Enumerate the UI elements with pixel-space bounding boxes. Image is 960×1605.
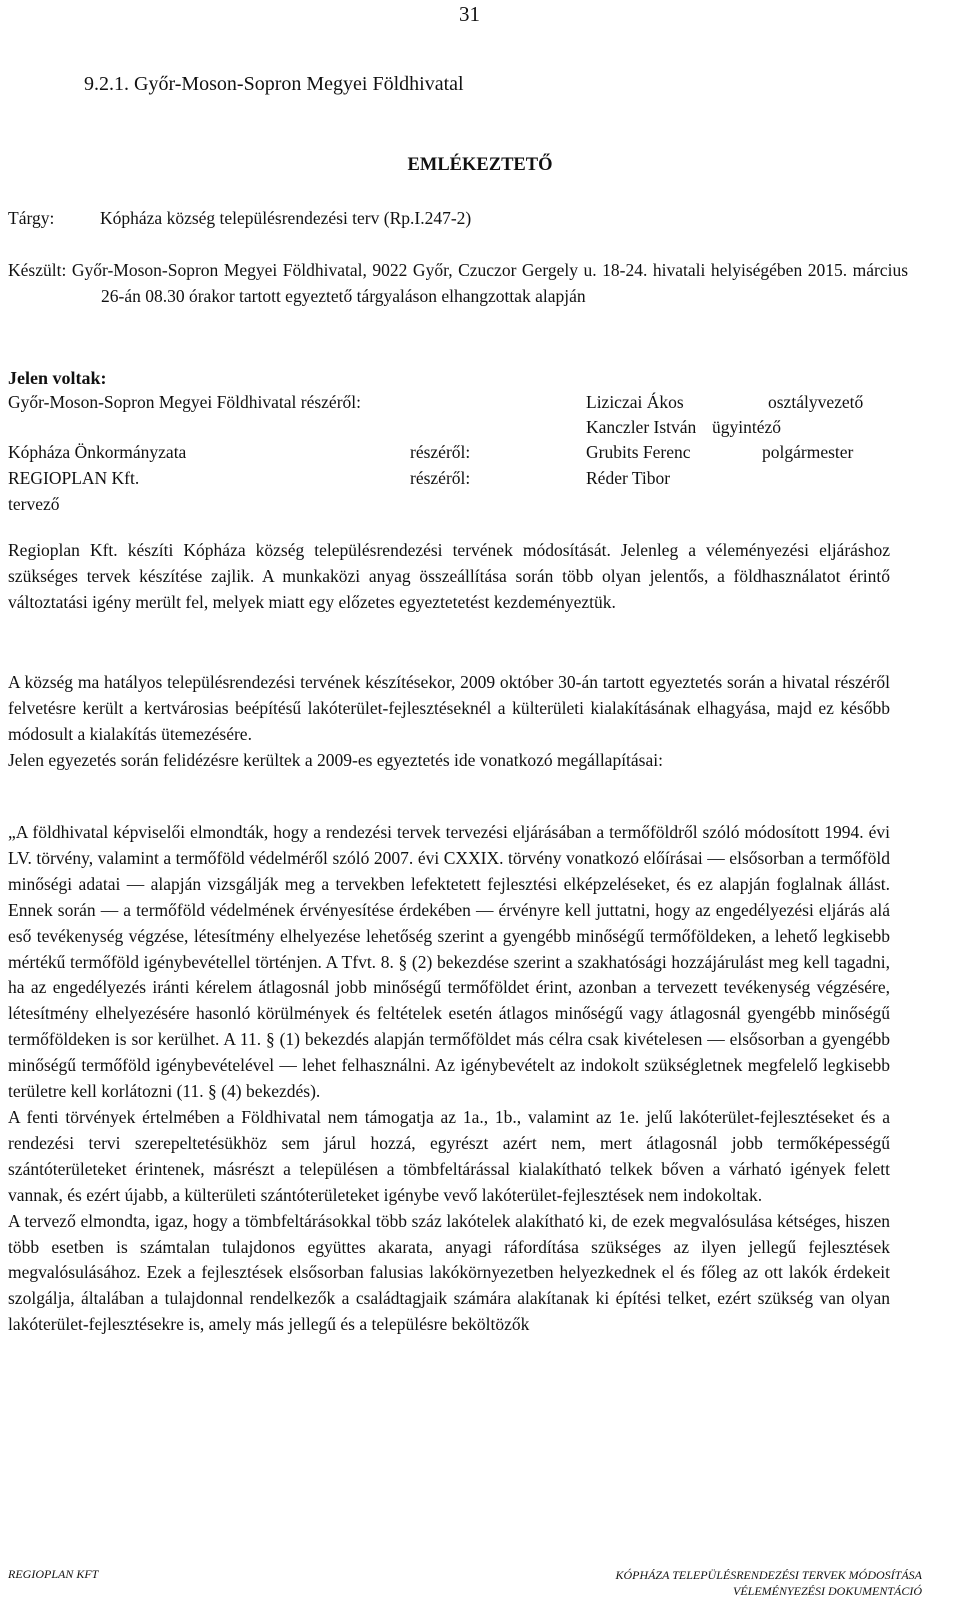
attendee-org: REGIOPLAN Kft.: [8, 468, 140, 488]
footer-right-line: VÉLEMÉNYEZÉSI DOKUMENTÁCIÓ: [733, 1584, 922, 1598]
paragraph: „A földhivatal képviselői elmondták, hogy a rendezési tervek tervezési eljárásában a termőföldről szóló módosított 1994. évi LV. törvény, valamint a termőföld védelméről szóló 2007. évi CXXIX. törvény vonatkozó előírásai — elsősorban a termőföld minőségi adatai — alapján vizsgálják meg a tervekben lefektetett fejlesztési elképzeléseket, és ez alapján foglalnak állást. Ennek során — a termőföld védelmének érvényesítése érdekében — érvényre kell juttatni, hogy az engedélyezési eljárás alá eső tevékenység végzése, létesítmény elhelyezése lehetőség szerint a gyengébb minőségű termőföldeken, a lehető legkisebb mértékű termőföld igénybevétellel történjen. A Tfvt. 8. § (2) bekezdése szerint a szakhatósági hozzájárulást meg kell tagadni, ha az engedélyezés iránti kérelem átlagosnál jobb minőségű termőföldet érint, azonban a tervezett tevékenység végzésére, létesítmény elhelyezésére hasonló körülmények és feltételek esetén átlagos minőségű vagy átlagosnál gyengébb minőségű termőföldeken is sor kerülhet. A 11. § (1) bekezdés alapján termőföldet más célra csak kivételesen — elsősorban a gyengébb minőségű termőföld igénybevételével — lehet felhasználni. Az igénybevételt az indokolt szükségletnek megfelelő legkisebb területre kell korlátozni (11. § (4) bekezdés).: [8, 822, 890, 1102]
attendee-name: Kanczler István: [586, 417, 697, 437]
attendee-role: polgármester: [762, 442, 854, 462]
paragraph-history: [8, 670, 890, 774]
made-label: Készült:: [8, 260, 67, 280]
attendee-name: Liziczai Ákos: [586, 392, 684, 412]
page-number: 31: [459, 2, 480, 26]
attendee-side: részéről:: [410, 442, 471, 462]
section-heading: 9.2.1. Győr-Moson-Sopron Megyei Földhivatal: [84, 73, 464, 95]
paragraph: A tervező elmondta, igaz, hogy a tömbfeltárásokkal több száz lakótelek alakítható ki, de ezek megvalósulása kétséges, hiszen több esetben is számtalan tulajdonos együttes akarata, anyagi ráfordítása szükséges az ilyen jellegű fejlesztések megvalósulásához. Ezek a fejlesztések elsősorban falusias lakókörnyezetben helyezkednek el és főleg az ott lakók érdekeit szolgálja, általában a tulajdonnal rendelkezők a családtagjaik számára alakítanak ki építési telket, ezért szükség van olyan lakóterület-fejlesztésekre is, amely más jellegű és a településre beköltözők: [8, 1210, 890, 1335]
footer-left: REGIOPLAN KFT: [8, 1567, 99, 1581]
attendee-name: Réder Tibor: [586, 468, 671, 488]
footer-right-line: KÓPHÁZA TELEPÜLÉSRENDEZÉSI TERVEK MÓDOSÍTÁSA: [615, 1568, 922, 1582]
made-by-block: [8, 258, 908, 309]
attendee-role: ügyintéző: [712, 417, 782, 437]
attendee-role: osztályvezető: [768, 392, 864, 412]
footer-right: [615, 1567, 922, 1599]
paragraph-quote: [8, 820, 890, 1338]
paragraph: Jelen egyezetés során felidézésre kerültek a 2009-es egyeztetés ide vonatkozó megállapításai:: [8, 749, 663, 770]
made-text: Győr-Moson-Sopron Megyei Földhivatal, 9022 Győr, Czuczor Gergely u. 18-24. hivatali helyiségében 2015. március 26-án 08.30 órakor tartott egyeztető tárgyaláson elhangzottak alapján: [71, 260, 908, 306]
attendee-side: részéről:: [410, 468, 471, 488]
present-heading: Jelen voltak:: [8, 368, 107, 388]
attendee-org: Győr-Moson-Sopron Megyei Földhivatal részéről:: [8, 392, 361, 412]
attendee-role: tervező: [8, 494, 60, 514]
paragraph: Regioplan Kft. készíti Kópháza község településrendezési tervének módosítását. Jelenleg a véleményezési eljáráshoz szükséges tervek készítése zajlik. A munkaközi anyag összeállítása során több olyan jelentős, a földhasználatot érintő változtatási igény merült fel, melyek miatt egy előzetes egyeztetetést kezdeményeztük.: [8, 540, 890, 612]
subject-value: Kópháza község településrendezési terv (Rp.I.247-2): [100, 208, 472, 228]
attendee-org: Kópháza Önkormányzata: [8, 442, 187, 462]
document-title: EMLÉKEZTETŐ: [407, 155, 553, 175]
paragraph-intro: [8, 538, 890, 616]
attendee-name: Grubits Ferenc: [586, 442, 691, 462]
subject-label: Tárgy:: [8, 208, 55, 228]
paragraph: A fenti törvények értelmében a Földhivatal nem támogatja az 1a., 1b., valamint az 1e. jelű lakóterület-fejlesztéseket és a rendezési tervi szerepeltetésükhöz sem járul hozzá, egyrészt azért nem, mert átlagosnál jobb termőképességű szántóterületeket érintenek, másrészt a településen a tömbfeltárással kialakítható telkek bőven a várható igények felett vannak, és ezért újabb, a külterületi szántóterületeket igénybe vevő lakóterület-fejlesztések nem indokoltak.: [8, 1106, 890, 1205]
paragraph: A község ma hatályos településrendezési tervének készítésekor, 2009 október 30-án tartott egyeztetés során a hivatal részéről felvetésre került a kertvárosias beépítésű lakóterület-fejlesztéseknél a külterületi kialakításának elhagyása, majd ez később módosult a kialakítás ütemezésére.: [8, 672, 890, 744]
